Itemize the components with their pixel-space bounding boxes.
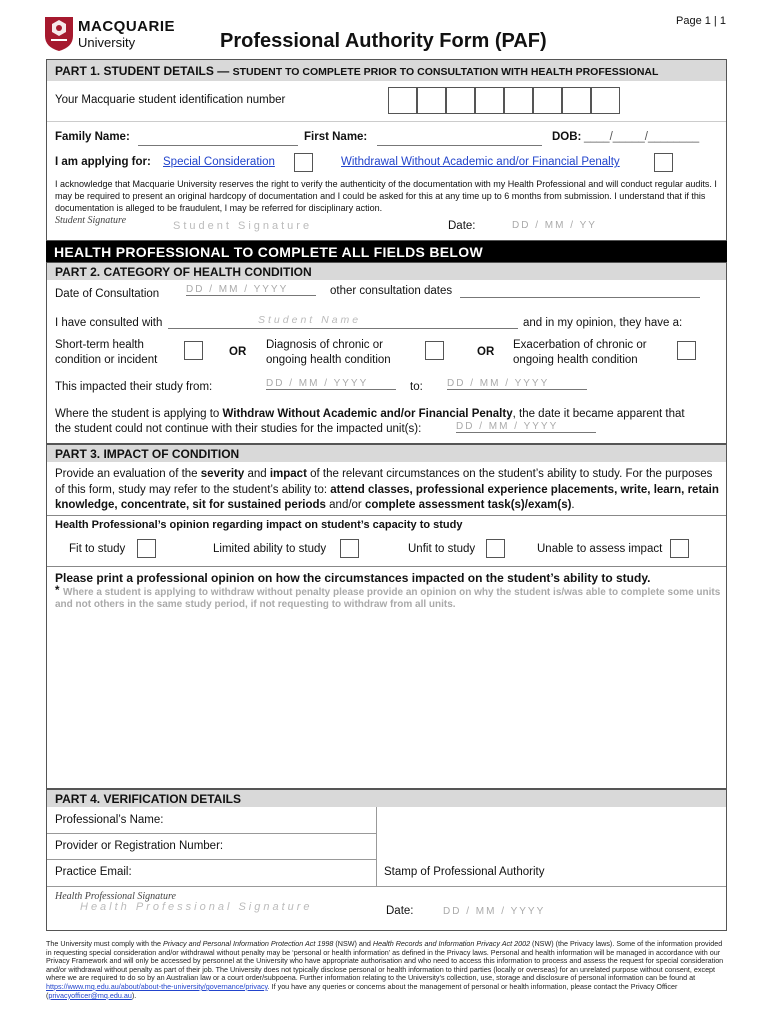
professional-name-label: Professional’s Name:	[55, 814, 164, 826]
capacity-header: Health Professional’s opinion regarding impact on student’s capacity to study	[55, 519, 463, 531]
dob-field[interactable]: ____/_____/________	[584, 131, 700, 143]
short-term-checkbox[interactable]	[184, 341, 203, 360]
limited-checkbox[interactable]	[340, 539, 359, 558]
privacy-footer	[46, 940, 726, 1000]
form-title: Professional Authority Form (PAF)	[220, 30, 547, 52]
withdraw-date-field[interactable]: DD / MM / YYYY	[456, 421, 596, 433]
part2-header: PART 2. CATEGORY OF HEALTH CONDITION	[47, 263, 726, 280]
unable-checkbox[interactable]	[670, 539, 689, 558]
page-label: Page 1 | 1	[676, 15, 726, 27]
special-consideration-checkbox[interactable]	[294, 153, 313, 172]
opinion-textarea[interactable]	[47, 615, 726, 787]
impacted-to-date[interactable]: DD / MM / YYYY	[447, 378, 587, 390]
hp-banner: HEALTH PROFESSIONAL TO COMPLETE ALL FIELDS BELOW	[46, 241, 727, 262]
exacerbation-line1: Exacerbation of chronic or	[513, 339, 647, 351]
exacerbation-checkbox[interactable]	[677, 341, 696, 360]
chronic-checkbox[interactable]	[425, 341, 444, 360]
footer-act-1: Privacy and Personal Information Protection Act 1998	[163, 939, 334, 948]
student-signature-label: Student Signature	[55, 215, 127, 226]
impacted-from-date[interactable]: DD / MM / YYYY	[266, 378, 396, 390]
part1-header-subtitle: STUDENT TO COMPLETE PRIOR TO CONSULTATION WITH HEALTH PROFESSIONAL	[232, 66, 659, 78]
consultation-date-label: Date of Consultation	[55, 288, 160, 300]
practice-email-label: Practice Email:	[55, 866, 132, 878]
exacerbation-line2: ongoing health condition	[513, 354, 638, 366]
footer-text-1: The University must comply with the	[46, 939, 164, 948]
student-signature-field[interactable]: Student Signature	[173, 220, 313, 232]
hp-signature-label: Health Professional Signature	[55, 891, 176, 902]
privacy-officer-email-link[interactable]: privacyofficer@mq.edu.au	[48, 990, 132, 1000]
withdraw-text-bold: Withdraw Without Academic and/or Financial Penalty	[222, 408, 513, 420]
acknowledgement-text: I acknowledge that Macquarie University reserves the right to verify the authenticity of the documentation with my Health Professional and will conduct regular audits. I may be required to present an original hardcopy of documentation and I could be asked for this at any time up to 6 months from submission. I understand that if this documentation is alleged to be fraudulent, I may be referred for disciplinary action.	[55, 179, 717, 213]
provider-number-label: Provider or Registration Number:	[55, 840, 224, 852]
footer-text-4: . If you have any queries or concerns about the management of personal or health information, please contact the Privacy Officer (	[46, 981, 678, 1000]
footer-act-2: Health Records and Information Privacy Act 2002	[372, 939, 531, 948]
opinion-label: and in my opinion, they have a:	[523, 317, 683, 329]
footer-text-2: (NSW) and	[333, 939, 373, 948]
exacerbation-option	[513, 338, 647, 368]
part3-text-3: of the relevant circumstances on the student’s ability to study. For the purposes of this form, study may refer to the student’s ability to:	[55, 468, 713, 496]
logo	[44, 16, 184, 52]
part3-text-assessment: complete assessment task(s)/exam(s)	[364, 499, 572, 511]
student-name-field[interactable]: Student Name	[258, 314, 362, 326]
hp-signature-field[interactable]: Health Professional Signature	[80, 901, 313, 913]
first-name-field[interactable]	[377, 145, 542, 146]
or-label-1: OR	[229, 346, 247, 358]
asterisk: *	[55, 585, 60, 597]
part1-header-title: PART 1. STUDENT DETAILS —	[55, 64, 230, 78]
part3-text-abilities: attend classes, professional experience placements, write, learn, retain knowledge, concentrate, sit for sustained periods	[55, 483, 719, 511]
special-consideration-option[interactable]: Special Consideration	[163, 156, 275, 168]
part3-instructions	[55, 467, 720, 514]
short-term-option	[55, 338, 157, 368]
logo-line2: University	[78, 35, 136, 50]
impacted-from-label: This impacted their study from:	[55, 381, 213, 393]
hp-date-label: Date:	[386, 905, 414, 917]
family-name-field[interactable]	[138, 145, 298, 146]
consultation-date-field[interactable]: DD / MM / YYYY	[186, 284, 316, 296]
chronic-line2: ongoing health condition	[266, 354, 391, 366]
part3-header: PART 3. IMPACT OF CONDITION	[47, 445, 726, 462]
withdraw-text-line2: the student could not continue with their studies for the impacted unit(s):	[55, 423, 422, 435]
short-term-line2: condition or incident	[55, 354, 158, 366]
privacy-link[interactable]: https://www.mq.edu.au/about/about-the-university/governance/privacy	[46, 981, 268, 991]
first-name-label: First Name:	[304, 131, 368, 143]
family-name-label: Family Name:	[55, 131, 130, 143]
or-label-2: OR	[477, 346, 495, 358]
shield-icon	[44, 16, 74, 52]
applying-for-label: I am applying for:	[55, 156, 151, 168]
withdrawal-option[interactable]: Withdrawal Without Academic and/or Financial Penalty	[341, 156, 620, 168]
withdraw-text-post: , the date it became apparent that	[512, 408, 685, 420]
part3-text-5: .	[571, 499, 575, 511]
print-opinion-header: Please print a professional opinion on how the circumstances impacted on the student’s ability to study.	[55, 571, 651, 585]
logo-line1: MACQUARIE	[78, 18, 175, 35]
fit-label: Fit to study	[69, 543, 126, 555]
footer-text-3: (NSW) (the Privacy laws). Some of the information provided in requesting special consideration and/or withdrawal without penalty may be ‘personal or health information’ as defined in the Privacy laws. Personal and health information will be managed in accordance with our Privacy Framework and will only be accessed by personnel at the University who have appropriate authorisation and who need to access this information to process and assess the request for special consideration and/or withdrawal without penalty as part of their job. The University does not typically disclose personal or health information to third parties (locally or overseas) for an unrelated purpose without consent, except where we are required to do so by an Australian law or a court order/subpoena. Further information relating to the University’s collection, use, storage and disclosure of personal information can be found at	[46, 939, 724, 983]
other-dates-field[interactable]	[460, 297, 700, 298]
chronic-line1: Diagnosis of chronic or	[266, 339, 383, 351]
unfit-label: Unfit to study	[408, 543, 476, 555]
short-term-line1: Short-term health	[55, 339, 144, 351]
stamp-label: Stamp of Professional Authority	[384, 866, 545, 878]
part1-header	[47, 60, 726, 81]
student-date-field[interactable]: DD / MM / YY	[512, 220, 597, 231]
limited-label: Limited ability to study	[213, 543, 327, 555]
part4-header: PART 4. VERIFICATION DETAILS	[47, 790, 726, 807]
part3-text-4: and/or	[325, 499, 365, 511]
to-label: to:	[410, 381, 423, 393]
withdraw-text-pre: Where the student is applying to	[55, 408, 223, 420]
part3-text-2: and	[244, 468, 270, 480]
part3-text-impact: impact	[269, 468, 307, 480]
withdraw-note: Where a student is applying to withdraw without penalty please provide an opinion on why the student is/was able to complete some units and not others in the same study period, if not requesting to withdraw from all units.	[55, 587, 721, 610]
part3-text-1: Provide an evaluation of the	[55, 468, 201, 480]
footer-text-5: ).	[131, 990, 137, 1000]
hp-date-field[interactable]: DD / MM / YYYY	[443, 906, 546, 917]
consulted-with-label: I have consulted with	[55, 317, 163, 329]
unfit-checkbox[interactable]	[486, 539, 505, 558]
unable-label: Unable to assess impact	[537, 543, 663, 555]
other-dates-label: other consultation dates	[330, 285, 453, 297]
withdrawal-checkbox[interactable]	[654, 153, 673, 172]
chronic-option	[266, 338, 391, 368]
withdraw-text	[55, 406, 725, 423]
fit-checkbox[interactable]	[137, 539, 156, 558]
student-date-label: Date:	[448, 220, 476, 232]
dob-label: DOB:	[552, 131, 582, 143]
part3-text-severity: severity	[200, 468, 245, 480]
student-id-label: Your Macquarie student identification number	[55, 94, 286, 106]
